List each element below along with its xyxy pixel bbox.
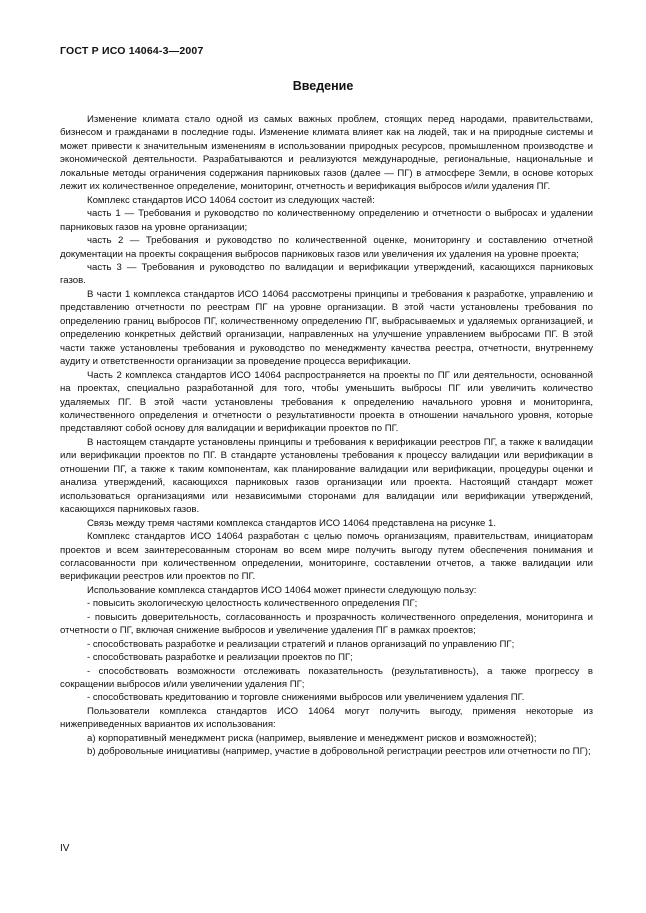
page-number: IV: [60, 843, 70, 854]
list-item: часть 2 — Требования и руководство по количественной оценке, мониторингу и составлению отчетной документации на проекты сокращения выбросов парниковых газов или увеличения их удаления на уровне проекта;: [60, 235, 593, 260]
list-item: - повысить доверительность, согласованность и прозрачность количественного определения, мониторинга и отчетности о ПГ, включая снижение выбросов и увеличение удаления ПГ в рамках проектов;: [60, 611, 593, 637]
paragraph: Комплекс стандартов ИСО 14064 состоит из следующих частей:: [87, 194, 375, 206]
paragraph: В настоящем стандарте установлены принципы и требования к верификации реестров ПГ, а также к валидации или верификации проектов по ПГ. В стандарте установлены требования к процессу валидации или верификации в отношении ПГ, а также к таким компонентам, как планирование валидации или верификации, процедуры оценки и анализа утверждений, касающихся парниковых газов организации или проекта. Настоящий стандарт может использоваться организациями или независимыми сторонами для валидации или верификации утверждений, касающихся парниковых газов.: [60, 436, 593, 516]
paragraph: В части 1 комплекса стандартов ИСО 14064 рассмотрены принципы и требования к разработке, управлению и представлению отчетности по реестрам ПГ на уровне организации. В этой части установлены требования по определению границ выбросов ПГ, количественному определению ПГ, выбрасываемых и удаляемых организацией, и определению конкретных действий организации, направленных на улучшение управлением выбросами ПГ. В этой части также установлены требования и руководство по менеджменту качества реестра, отчетности, внутреннему аудиту и ответственности организации за проведение процесса верификации.: [60, 288, 593, 368]
list-item: - способствовать возможности отслеживать показательность (результативность), а также прогрессу в сокращении выбросов и/или увеличении удаления ПГ;: [60, 665, 593, 691]
list-item: часть 1 — Требования и руководство по количественному определению и отчетности о выбросах и удалении парниковых газов на уровне организации;: [60, 208, 593, 233]
section-title: Введение: [292, 79, 354, 93]
list-item: часть 3 — Требования и руководство по валидации и верификации утверждений, касающихся парниковых газов.: [60, 261, 593, 287]
list-item: - повысить экологическую целостность количественного определения ПГ;: [87, 598, 418, 610]
list-item: a) корпоративный менеджмент риска (например, выявление и менеджмент рисков и возможностей);: [87, 732, 537, 744]
list-item: - способствовать разработке и реализации проектов по ПГ;: [87, 652, 353, 664]
paragraph: Пользователи комплекса стандартов ИСО 14064 могут получить выгоду, применяя некоторые из нижеприведенных вариантов их использования:: [60, 705, 593, 731]
paragraph: Использование комплекса стандартов ИСО 14064 может принести следующую пользу:: [87, 584, 477, 596]
paragraph: Часть 2 комплекса стандартов ИСО 14064 распространяется на проекты по ПГ или деятельности, основанной на проектах, специально разработанной для того, чтобы уменьшить выбросы ПГ или увеличить количество удаляемых ПГ. В этой части установлены требования к определению начального уровня и мониторинга, количественного определения и отчетности о результативности проекта в отношении начального уровня, которые представляют собой основу для валидации и верификации проектов по ПГ.: [60, 369, 593, 435]
list-item: - способствовать разработке и реализации стратегий и планов организаций по управлению ПГ;: [87, 638, 515, 650]
paragraph: Связь между тремя частями комплекса стандартов ИСО 14064 представлена на рисунке 1.: [87, 517, 497, 529]
list-item: - способствовать кредитованию и торговле снижениями выбросов или увеличением удаления ПГ.: [87, 692, 525, 704]
list-item: b) добровольные инициативы (например, участие в добровольной регистрации реестров или отчетности по ПГ);: [87, 746, 591, 758]
standard-header: ГОСТ Р ИСО 14064-3—2007: [60, 45, 204, 57]
body-text: [60, 113, 593, 759]
paragraph: Изменение климата стало одной из самых важных проблем, стоящих перед народами, правительствами, бизнесом и гражданами в последние годы. Изменение климата влияет как на людей, так и на природные системы и может привести к значительным изменениям в использовании природных ресурсов, промышленном производстве и экономической деятельности. Разрабатываются и реализуются международные, региональные, национальные и локальные методы ограничения содержания парниковых газов (далее — ПГ) в атмосфере Земли, в основе которых лежит их количественное определение, мониторинг, отчетность и верификация выбросов и/или удаления ПГ.: [60, 114, 593, 193]
paragraph: Комплекс стандартов ИСО 14064 разработан с целью помочь организациям, правительствам, инициаторам проектов и всем заинтересованным сторонам во всем мире получить выгоду путем обеспечения понимания и согласованности при количественном определении, мониторинге, составлении отчетов, а также валидации или верификации реестров или проектов по ПГ.: [60, 531, 593, 583]
